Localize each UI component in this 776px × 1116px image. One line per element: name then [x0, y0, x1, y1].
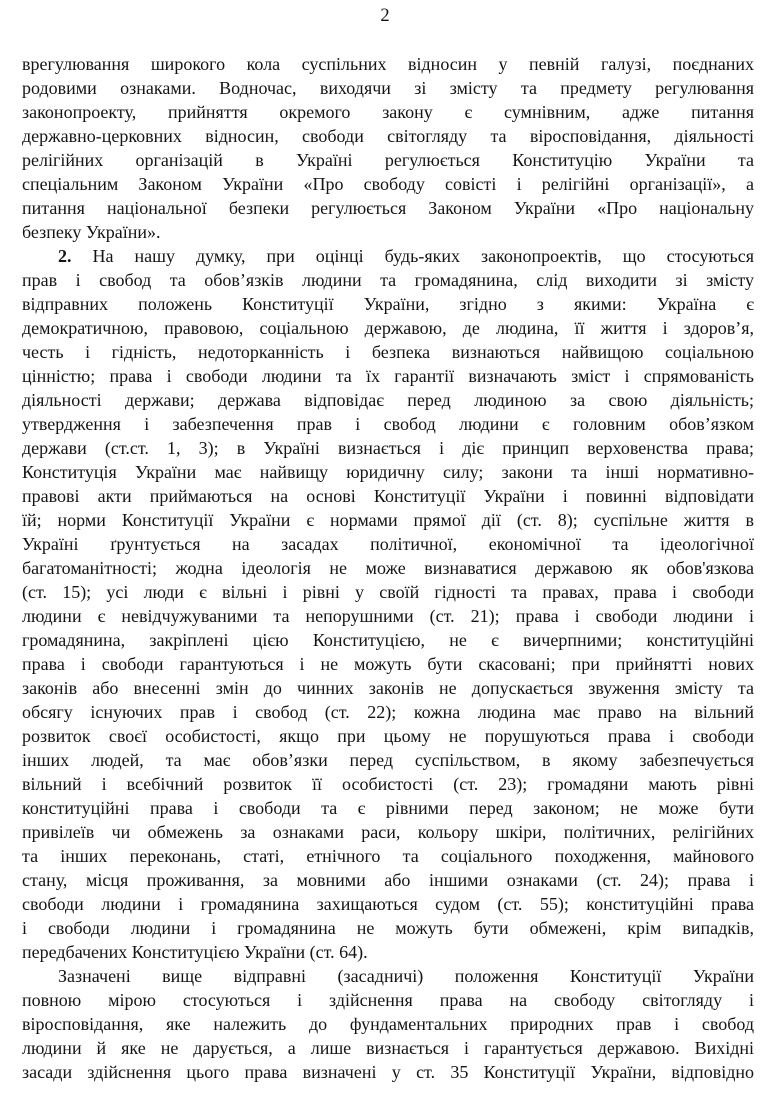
text-line: релігійних організацій в Україні регулюється Конституцію України та [22, 150, 754, 170]
text-line: вільний і всебічний розвиток її особистості (ст. 23); громадяни мають рівні [22, 774, 754, 794]
text-line: привілеїв чи обмежень за ознаками раси, кольору шкіри, політичних, релігійних [22, 822, 754, 842]
text-line: конституційні права і свободи та є рівними перед законом; не може бути [22, 798, 754, 818]
text-line: Конституція України має найвищу юридичну силу; закони та інші нормативно- [22, 462, 754, 482]
text-line: родовими ознаками. Водночас, виходячи зі змісту та предмету регулювання [22, 78, 754, 98]
text-line: цінністю; права і свободи людини та їх гарантії визначають зміст і спрямованість [22, 366, 754, 386]
text-line: багатоманітності; жодна ідеологія не може визнаватися державою як обов'язкова [22, 558, 754, 578]
text-line: безпеку України». [22, 222, 161, 242]
page-body [22, 52, 754, 1084]
text-line: утвердження і забезпечення прав і свобод людини є головним обов’язком [22, 414, 754, 434]
text-line: врегулювання широкого кола суспільних відносин у певній галузі, поєднаних [22, 54, 754, 74]
text-line: Зазначені вище відправні (засадничі) положення Конституції України [58, 966, 754, 986]
text-line: питання національної безпеки регулюється Законом України «Про національну [22, 198, 754, 218]
text-line: та інших переконань, статі, етнічного та соціального походження, майнового [22, 846, 754, 866]
text-line: обсягу існуючих прав і свобод (ст. 22); кожна людина має право на вільний [22, 702, 754, 722]
text-line: засади здійснення цього права визначені у ст. 35 Конституції України, відповідно [22, 1062, 754, 1082]
text-line: повною мірою стосуються і здійснення права на свободу світогляду і [22, 990, 754, 1010]
text-line: діяльності держави; держава відповідає перед людиною за свою діяльність; [22, 390, 754, 410]
text-line: інших людей, та має обов’язки перед суспільством, в якому забезпечується [22, 750, 754, 770]
text-line: честь і гідність, недоторканність і безпека визнаються найвищою соціальною [22, 342, 754, 362]
text-line: людини й яке не дарується, а лише визнається і гарантується державою. Вихідні [22, 1038, 754, 1058]
text-line: розвиток своєї особистості, якщо при цьому не порушуються права і свободи [22, 726, 754, 746]
text-line: їй; норми Конституції України є нормами прямої дії (ст. 8); суспільне життя в [22, 510, 754, 530]
text-line: державно-церковних відносин, свободи світогляду та віросповідання, діяльності [22, 126, 754, 146]
text-line: законопроекту, прийняття окремого закону є сумнівним, адже питання [22, 102, 754, 122]
page-number: 2 [380, 6, 390, 26]
text-line: права і свободи гарантуються і не можуть бути скасовані; при прийнятті нових [22, 654, 754, 674]
text-line: свободи людини і громадянина захищаються судом (ст. 55); конституційні права [22, 894, 754, 914]
paragraph-number: 2. [58, 246, 72, 266]
text-line: стану, місця проживання, за мовними або іншими ознаками (ст. 24); права і [22, 870, 754, 890]
text-line: держави (ст.ст. 1, 3); в Україні визнається і діє принцип верховенства права; [22, 438, 754, 458]
text-line: людини є невідчужуваними та непорушними (ст. 21); права і свободи людини і [22, 606, 754, 626]
text-line: Україні ґрунтується на засадах політичної, економічної та ідеологічної [22, 534, 754, 554]
text-line: віросповідання, яке належить до фундаментальних природних прав і свобод [22, 1014, 754, 1034]
text-line: 2. На нашу думку, при оцінці будь-яких законопроектів, що стосуються [58, 246, 754, 266]
text-line: і свободи людини і громадянина не можуть бути обмежені, крім випадків, [22, 918, 754, 938]
text-line: демократичною, правовою, соціальною державою, де людина, її життя і здоров’я, [22, 318, 754, 338]
text-line: спеціальним Законом України «Про свободу совісті і релігійні організації», а [22, 174, 754, 194]
text-line: правові акти приймаються на основі Конституції України і повинні відповідати [22, 486, 754, 506]
text-line: (ст. 15); усі люди є вільні і рівні у своїй гідності та правах, права і свободи [22, 582, 754, 602]
text-line: передбачених Конституцією України (ст. 64). [22, 942, 368, 962]
text-line: законів або внесенні змін до чинних законів не допускається звуження змісту та [22, 678, 754, 698]
text-line: громадянина, закріплені цією Конституцією, не є вичерпними; конституційні [22, 630, 754, 650]
text-line: прав і свобод та обов’язків людини та громадянина, слід виходити зі змісту [22, 270, 754, 290]
text-line: відправних положень Конституції України, згідно з якими: Україна є [22, 294, 754, 314]
